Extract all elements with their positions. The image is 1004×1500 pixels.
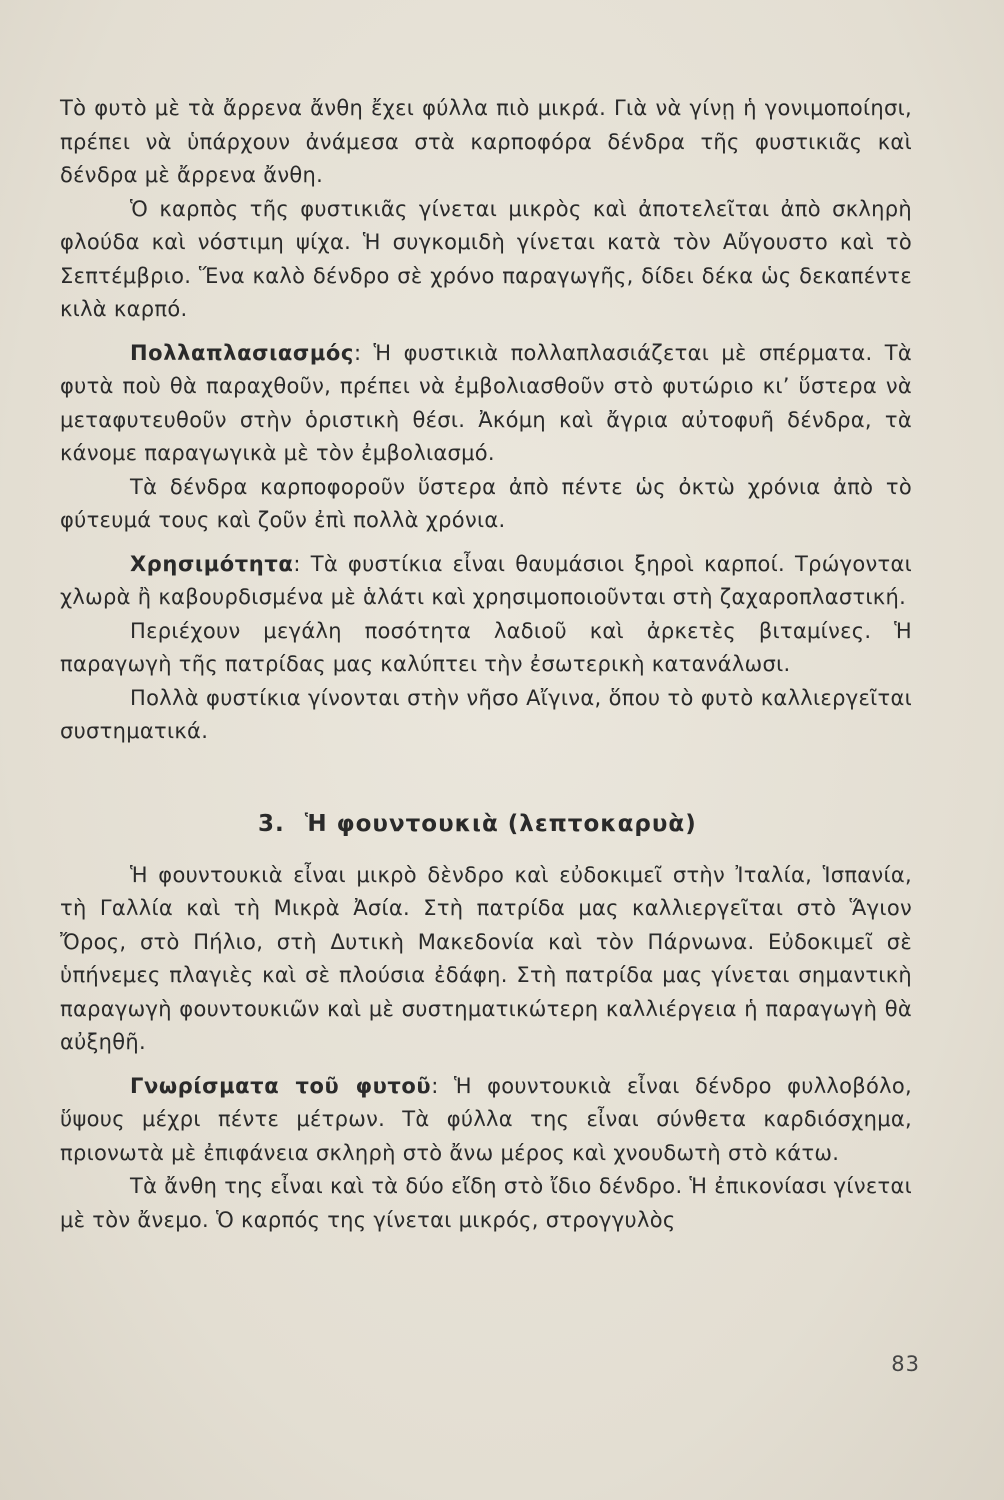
paragraph-fruiting: Τὰ δένδρα καρποφοροῦν ὕστερα ἀπὸ πέντε ὡς ὀκτὼ χρόνια ἀπὸ τὸ φύτευμά τους καὶ ζοῦν ἐπὶ πολλὰ χρόνια.	[60, 474, 912, 532]
section-title: Ἡ φουντουκιὰ (λεπτοκαρυὰ)	[304, 810, 697, 837]
spacer	[60, 327, 912, 337]
paragraph-propagation	[60, 337, 912, 471]
paragraph-pistachio-flowers: Τὸ φυτὸ μὲ τὰ ἄρρενα ἄνθη ἔχει φύλλα πιὸ μικρά. Γιὰ νὰ γίνῃ ἡ γονιμοποίησι, πρέπει νὰ ὑπάρχουν ἀνάμεσα στὰ καρποφόρα δένδρα τῆς φυστικιᾶς καὶ δένδρα μὲ ἄρρενα ἄνθη.	[60, 96, 912, 187]
propagation-text: : Ἡ φυστικιὰ πολλαπλασιάζεται μὲ σπέρματα. Τὰ φυτὰ ποὺ θὰ παραχθοῦν, πρέπει νὰ ἐμβολιασθοῦν στὸ φυτώριο κι’ ὕστερα νὰ μεταφυτευθοῦν στὴν ὁριστικὴ θέσι. Ἀκόμη καὶ ἄγρια αὐτοφυῆ δένδρα, τὰ κάνομε παραγωγικὰ μὲ τὸν ἐμβολιασμό.	[60, 340, 912, 465]
section-number: 3.	[258, 810, 285, 837]
section-heading	[258, 811, 912, 837]
paragraph-plant-features	[60, 1070, 912, 1171]
spacer	[60, 538, 912, 548]
paragraph-hazelnut-intro: Ἡ φουντουκιὰ εἶναι μικρὸ δὲνδρο καὶ εὐδοκιμεῖ στὴν Ἰταλία, Ἱσπανία, τὴ Γαλλία καὶ τὴ Μικρὰ Ἀσία. Στὴ πατρίδα μας καλλιεργεῖται στὸ Ἅγιον Ὄρος, στὸ Πήλιο, στὴ Δυτικὴ Μακεδονία καὶ τὸν Πάρνωνα. Εὐδοκιμεῖ σὲ ὑπήνεμες πλαγιὲς καὶ σὲ πλούσια ἐδάφη. Στὴ πατρίδα μας γίνεται σημαντικὴ παραγωγὴ φουντουκιῶν καὶ μὲ συστηματικώτερη καλλιέργεια ἡ παραγωγὴ θὰ αὐξηθῆ.	[60, 862, 912, 1054]
spacer	[60, 1060, 912, 1070]
features-text: : Ἡ φουντουκιὰ εἶναι δένδρο φυλλοβόλο, ὕψους μέχρι πέντε μέτρων. Τὰ φύλλα της εἶναι σύνθετα καρδιόσχημα, πριονωτὰ μὲ ἐπιφάνεια σκληρὴ στὸ ἄνω μέρος καὶ χνουδωτὴ στὸ κάτω.	[60, 1073, 913, 1165]
features-label: Γνωρίσματα τοῦ φυτοῦ	[130, 1073, 432, 1098]
paragraph-content-oil: Περιέχουν μεγάλη ποσότητα λαδιοῦ καὶ ἀρκετὲς βιταμίνες. Ἡ παραγωγὴ τῆς πατρίδας μας καλύπτει τὴν ἐσωτερικὴ κατανάλωσι.	[60, 618, 912, 676]
propagation-label: Πολλαπλασιασμός	[130, 340, 354, 365]
paragraph-aegina: Πολλὰ φυστίκια γίνονται στὴν νῆσο Αἴγινα, ὅπου τὸ φυτὸ καλλιεργεῖται συστηματικά.	[60, 685, 912, 743]
paragraph-hazelnut-flowers: Τὰ ἄνθη της εἶναι καὶ τὰ δύο εἴδη στὸ ἴδιο δένδρο. Ἡ ἐπικονίασι γίνεται μὲ τὸν ἄνεμο. Ὁ καρπός της γίνεται μικρός, στρογγυλὸς	[60, 1174, 912, 1232]
usefulness-label: Χρησιμότητα	[130, 551, 294, 576]
usefulness-text: : Τὰ φυστίκια εἶναι θαυμάσιοι ξηροὶ καρποί. Τρώγονται χλωρὰ ἢ καβουρδισμένα μὲ ἁλάτι καὶ χρησιμοποιοῦνται στὴ ζαχαροπλαστική.	[60, 551, 912, 609]
page-number: 83	[891, 1352, 920, 1376]
paragraph-usefulness	[60, 548, 912, 615]
paragraph-pistachio-fruit: Ὁ καρπὸς τῆς φυστικιᾶς γίνεται μικρὸς καὶ ἀποτελεῖται ἀπὸ σκληρὴ φλούδα καὶ νόστιμη ψίχα. Ἡ συγκομιδὴ γίνεται κατὰ τὸν Αὔγουστο καὶ τὸ Σεπτέμβριο. Ἕνα καλὸ δένδρο σὲ χρόνο παραγωγῆς, δίδει δέκα ὡς δεκαπέντε κιλὰ καρπό.	[60, 196, 912, 321]
